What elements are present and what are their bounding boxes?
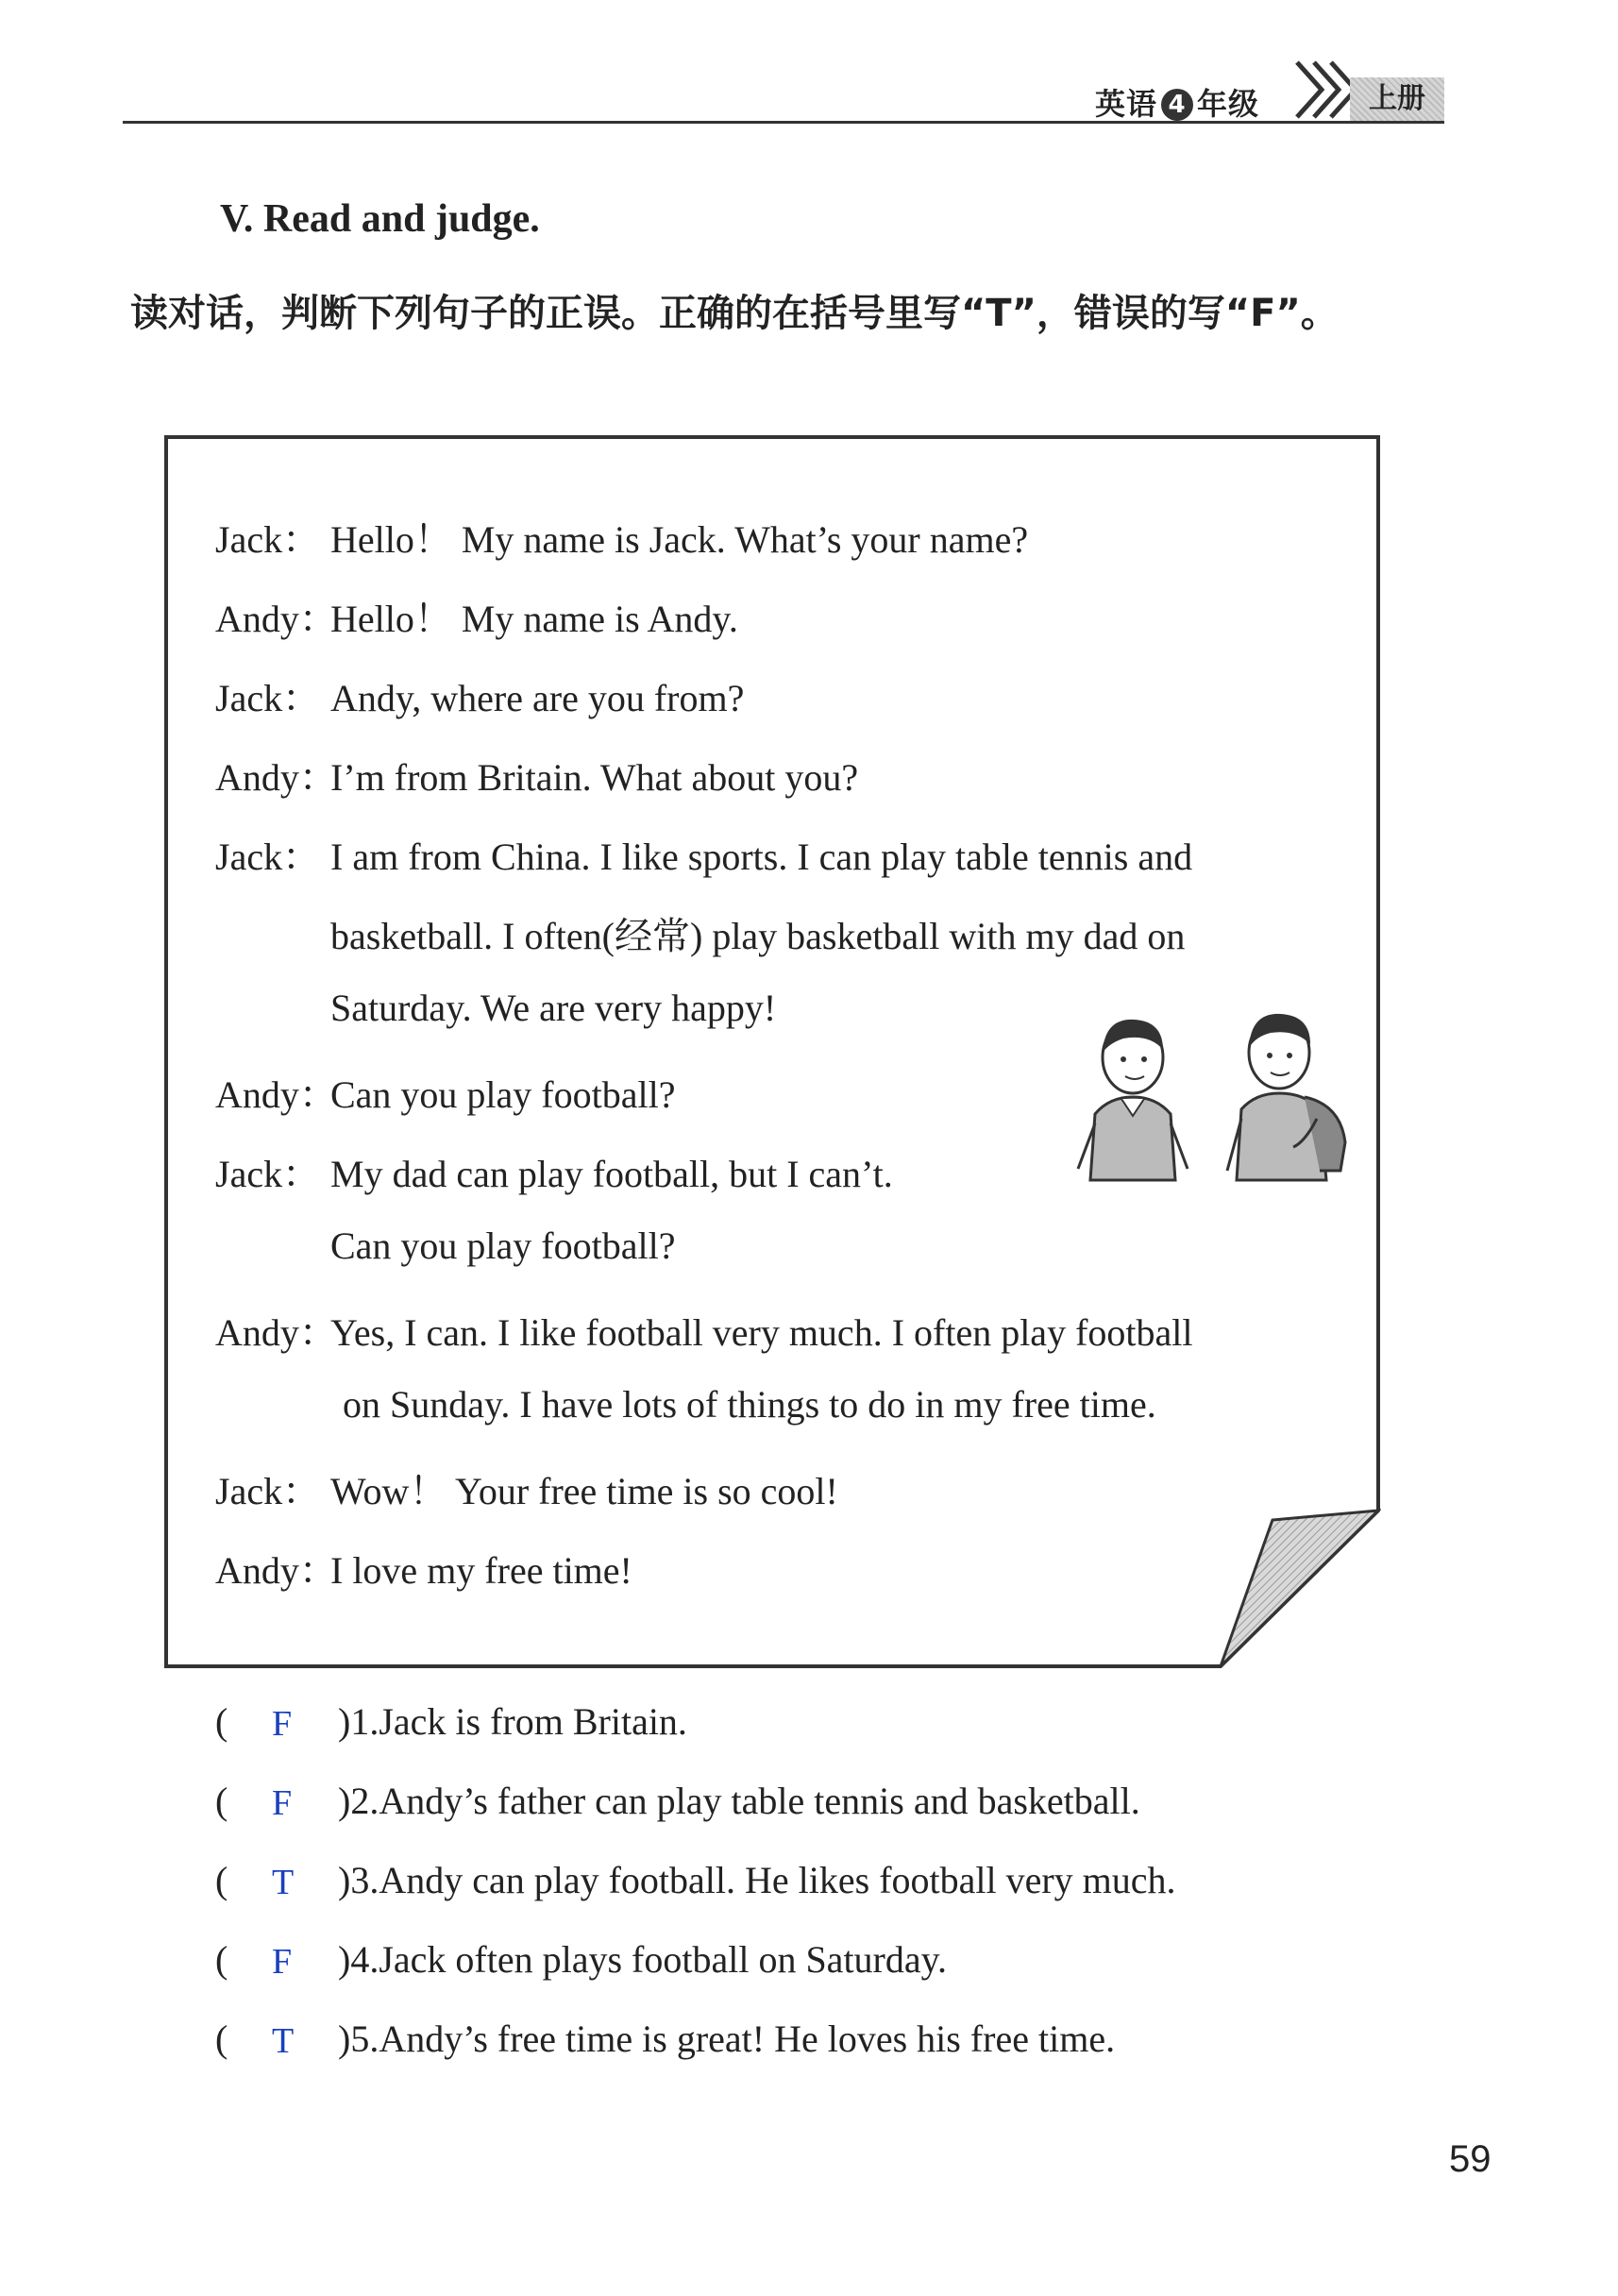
question-text: Andy’s father can play table tennis and basketball. (379, 1780, 1140, 1822)
question-number: )3. (338, 1859, 379, 1901)
utterance: Hello！ My name is Jack. What’s your name? (330, 518, 1029, 561)
utterance: Yes, I can. I like football very much. I often play football (330, 1311, 1193, 1354)
utterance: Saturday. We are very happy! (330, 987, 777, 1029)
grade-badge: 4 (1161, 89, 1193, 121)
utterance: I’m from Britain. What about you? (330, 756, 859, 799)
utterance: My dad can play football, but I can’t. (330, 1153, 893, 1195)
utterance: Andy, where are you from? (330, 677, 745, 719)
speaker: Jack： (215, 836, 321, 878)
dialogue-line (215, 1303, 1192, 1357)
volume-tab: 上册 (1350, 77, 1444, 121)
answer-bracket: ( F (215, 1938, 293, 1982)
header-label (1095, 80, 1259, 124)
dialogue-line (215, 589, 738, 643)
dialogue-line (330, 906, 1185, 960)
question-text: Jack often plays football on Saturday. (379, 1938, 948, 1981)
dialogue-line (330, 986, 776, 1030)
speaker: Andy： (215, 1549, 337, 1592)
question-row (215, 1699, 687, 1744)
grade-suffix: 年级 (1197, 86, 1260, 122)
speaker: Jack： (215, 1153, 321, 1195)
question-number: )2. (338, 1780, 379, 1822)
dialogue-line (330, 1224, 675, 1268)
utterance: basketball. I often(经常) play basketball with my dad on (330, 915, 1186, 957)
subject-label: 英语 (1095, 86, 1158, 122)
dialogue-line (215, 827, 1192, 881)
dialogue-line (215, 748, 858, 802)
answer-value[interactable]: F (272, 1783, 293, 1823)
speaker: Andy： (215, 1073, 337, 1116)
two-boys-illustration (1057, 1001, 1369, 1190)
answer-bracket: ( T (215, 2017, 295, 2061)
question-row (215, 1937, 947, 1982)
section-title: V. Read and judge. (220, 197, 540, 241)
dialogue-line (215, 668, 744, 722)
utterance: on Sunday. I have lots of things to do in my free time. (343, 1383, 1156, 1426)
dialogue-line (215, 1144, 893, 1198)
question-text: Andy’s free time is great! He loves his free time. (379, 2017, 1116, 2060)
question-number: )5. (338, 2017, 379, 2060)
utterance: Hello！ My name is Andy. (330, 598, 738, 640)
utterance: Can you play football? (330, 1073, 676, 1116)
speaker: Jack： (215, 518, 321, 561)
speaker: Jack： (215, 1470, 321, 1512)
answer-value[interactable]: F (272, 1704, 293, 1744)
question-number: )4. (338, 1938, 379, 1981)
page-number: 59 (1449, 2138, 1492, 2180)
answer-value[interactable]: F (272, 1942, 293, 1982)
question-text: Jack is from Britain. (379, 1700, 687, 1743)
dialogue-line (215, 510, 1028, 564)
utterance: I am from China. I like sports. I can play table tennis and (330, 836, 1193, 878)
dialogue-line (215, 1541, 632, 1595)
speaker: Andy： (215, 756, 337, 799)
speaker: Andy： (215, 1311, 337, 1354)
utterance: I love my free time! (330, 1549, 632, 1592)
utterance: Wow！ Your free time is so cool! (330, 1470, 838, 1512)
answer-bracket: ( T (215, 1859, 295, 1902)
answer-value[interactable]: T (272, 1863, 295, 1902)
speaker: Jack： (215, 677, 321, 719)
question-row (215, 1779, 1140, 1823)
answer-bracket: ( F (215, 1700, 293, 1744)
question-text: Andy can play football. He likes football very much. (379, 1859, 1176, 1901)
question-number: )1. (338, 1700, 379, 1743)
dialogue-line (215, 1461, 838, 1515)
answer-bracket: ( F (215, 1780, 293, 1823)
answer-value[interactable]: T (272, 2021, 295, 2061)
dialogue-line (343, 1382, 1156, 1427)
dialogue-line (215, 1065, 675, 1119)
question-row (215, 1858, 1176, 1902)
speaker: Andy： (215, 598, 337, 640)
instructions: 读对话，判断下列句子的正误。正确的在括号里写“T”，错误的写“F”。 (130, 292, 1339, 335)
question-row (215, 2017, 1115, 2061)
utterance: Can you play football? (330, 1224, 676, 1267)
